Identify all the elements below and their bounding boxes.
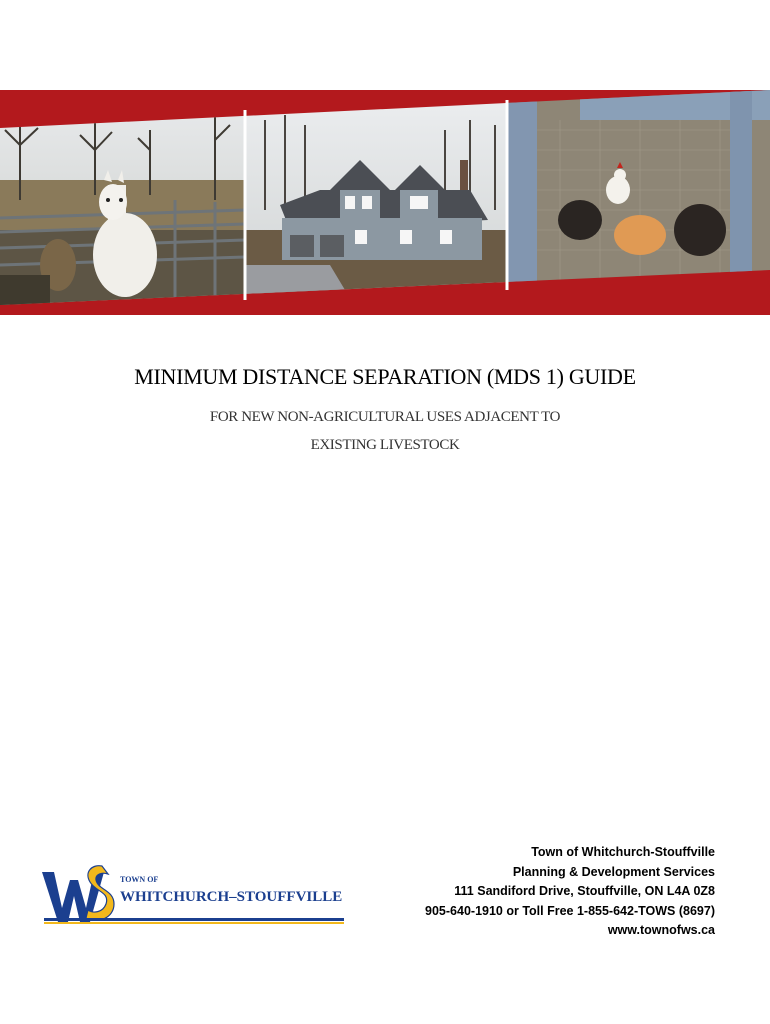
- logo-rule-gold: [44, 922, 344, 924]
- contact-department: Planning & Development Services: [512, 864, 715, 879]
- logo-town-name: WHITCHURCH–STOUFFVILLE: [120, 889, 343, 905]
- house-photo: [245, 90, 507, 315]
- ws-monogram-icon: [42, 866, 114, 922]
- logo-town-of: TOWN OF: [120, 875, 159, 884]
- logo-rule-blue: [44, 918, 344, 921]
- contact-organization: Town of Whitchurch-Stouffville: [531, 845, 715, 859]
- contact-phone: 905-640-1910 or Toll Free 1-855-642-TOWS (8697): [425, 903, 715, 918]
- town-logo: [40, 860, 350, 930]
- document-title: MINIMUM DISTANCE SEPARATION (MDS 1) GUIDE: [134, 364, 636, 389]
- contact-block: [425, 843, 715, 941]
- document-subtitle-line2: EXISTING LIVESTOCK: [310, 437, 460, 453]
- header-photo-banner: [0, 90, 770, 315]
- contact-website-link[interactable]: www.townofws.ca: [607, 923, 715, 937]
- document-subtitle-line1: FOR NEW NON-AGRICULTURAL USES ADJACENT TO: [209, 409, 561, 425]
- contact-address: 111 Sandiford Drive, Stouffville, ON L4A 0Z8: [454, 884, 715, 898]
